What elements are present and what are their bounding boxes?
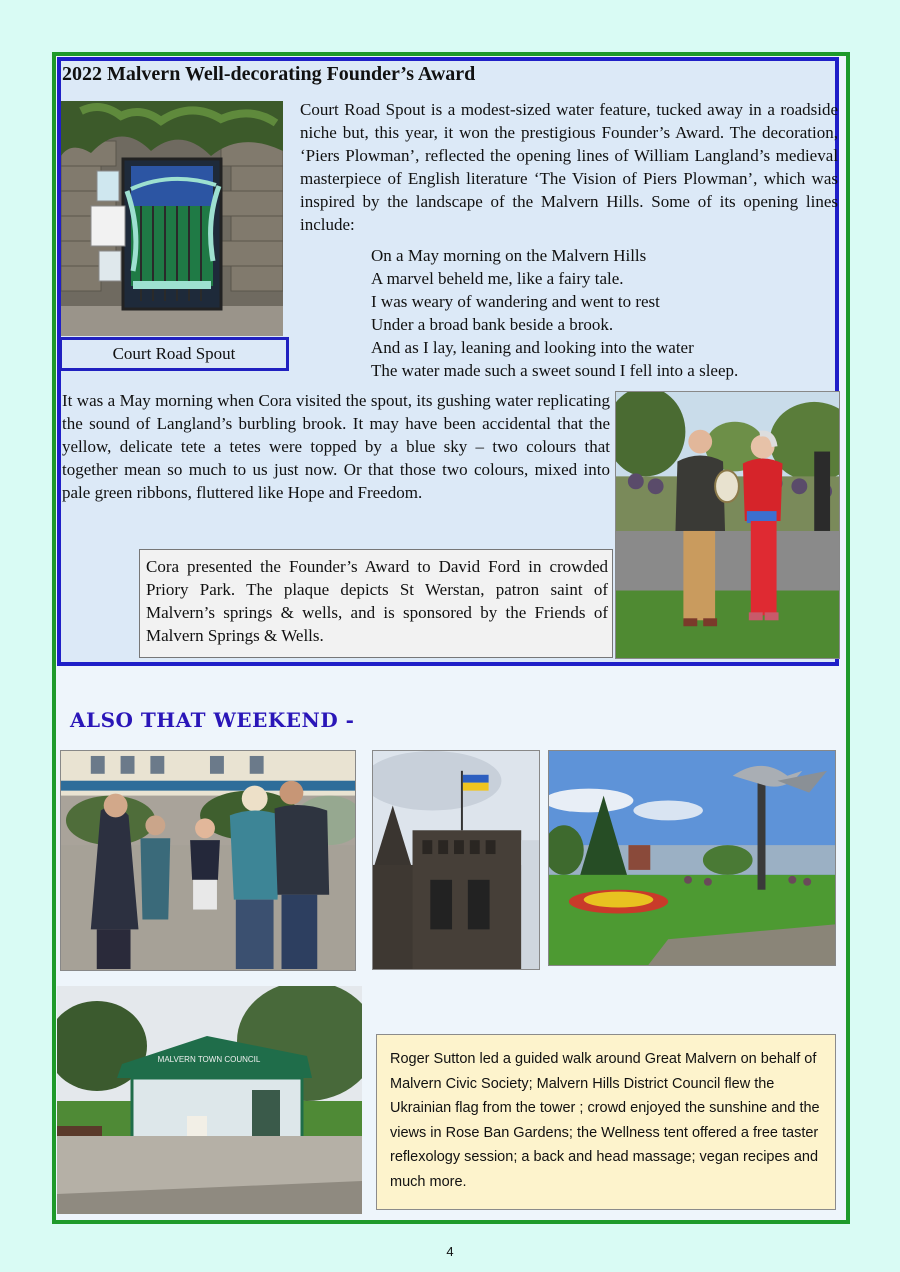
poem-line: And as I lay, leaning and looking into the water [371,338,694,357]
award-title: 2022 Malvern Well-decorating Founder’s Award [62,63,476,85]
tent-banner-text: MALVERN TOWN COUNCIL [157,1055,261,1064]
page-number: 4 [446,1244,454,1259]
award-intro-paragraph: Court Road Spout is a modest-sized water feature, tucked away in a roadside niche but, this year, it won the prestigious Founder’s Award. The decoration, ‘Piers Plowman’, reflected the opening lines of William Langland’s medieval masterpiece of English literature ‘The Vision of Piers Plowman’, which was inspired by the landscape of the Malvern Hills. Some of its opening lines include: [300,100,838,234]
poem-line: A marvel beheld me, like a fairy tale. [371,269,624,288]
court-road-spout-photo [61,101,283,336]
poem-line: On a May morning on the Malvern Hills [371,246,647,265]
guided-walk-photo [60,750,356,971]
visit-paragraph: It was a May morning when Cora visited the spout, its gushing water replicating the sound of Langland’s burbling brook. It may have been accidental that the yellow, delicate tete a tetes were topped by a blue sky – two colours that together mean so much to us just now. Or that those two colours, mixed into pale green ribbons, fluttered like Hope and Freedom. [62,391,610,502]
spout-photo-caption: Court Road Spout [59,337,289,371]
gardens-photo [548,750,836,966]
poem-line: Under a broad bank beside a brook. [371,315,614,334]
weekend-summary-box: Roger Sutton led a guided walk around Great Malvern on behalf of Malvern Civic Society; Malvern Hills District Council flew the Ukrainian flag from the tower ; crowd enjoyed the sunshine and the views in Rose Ban Gardens; the Wellness tent offered a free taster reflexology session; a back and head massage; vegan recipes and much more. [376,1034,836,1210]
wellness-tent-photo [57,986,362,1214]
poem-line: The water made such a sweet sound I fell into a sleep. [371,361,739,380]
presentation-caption-box: Cora presented the Founder’s Award to David Ford in crowded Priory Park. The plaque depicts St Werstan, patron saint of Malvern’s springs & wells, and is sponsored by the Friends of Malvern Springs & Wells. [139,549,613,658]
award-presentation-photo [615,391,840,659]
poem-line: I was weary of wandering and went to rest [371,292,660,311]
tower-flag-photo [372,750,540,970]
weekend-heading: ALSO THAT WEEKEND - [70,708,355,732]
poem-excerpt [371,244,738,382]
